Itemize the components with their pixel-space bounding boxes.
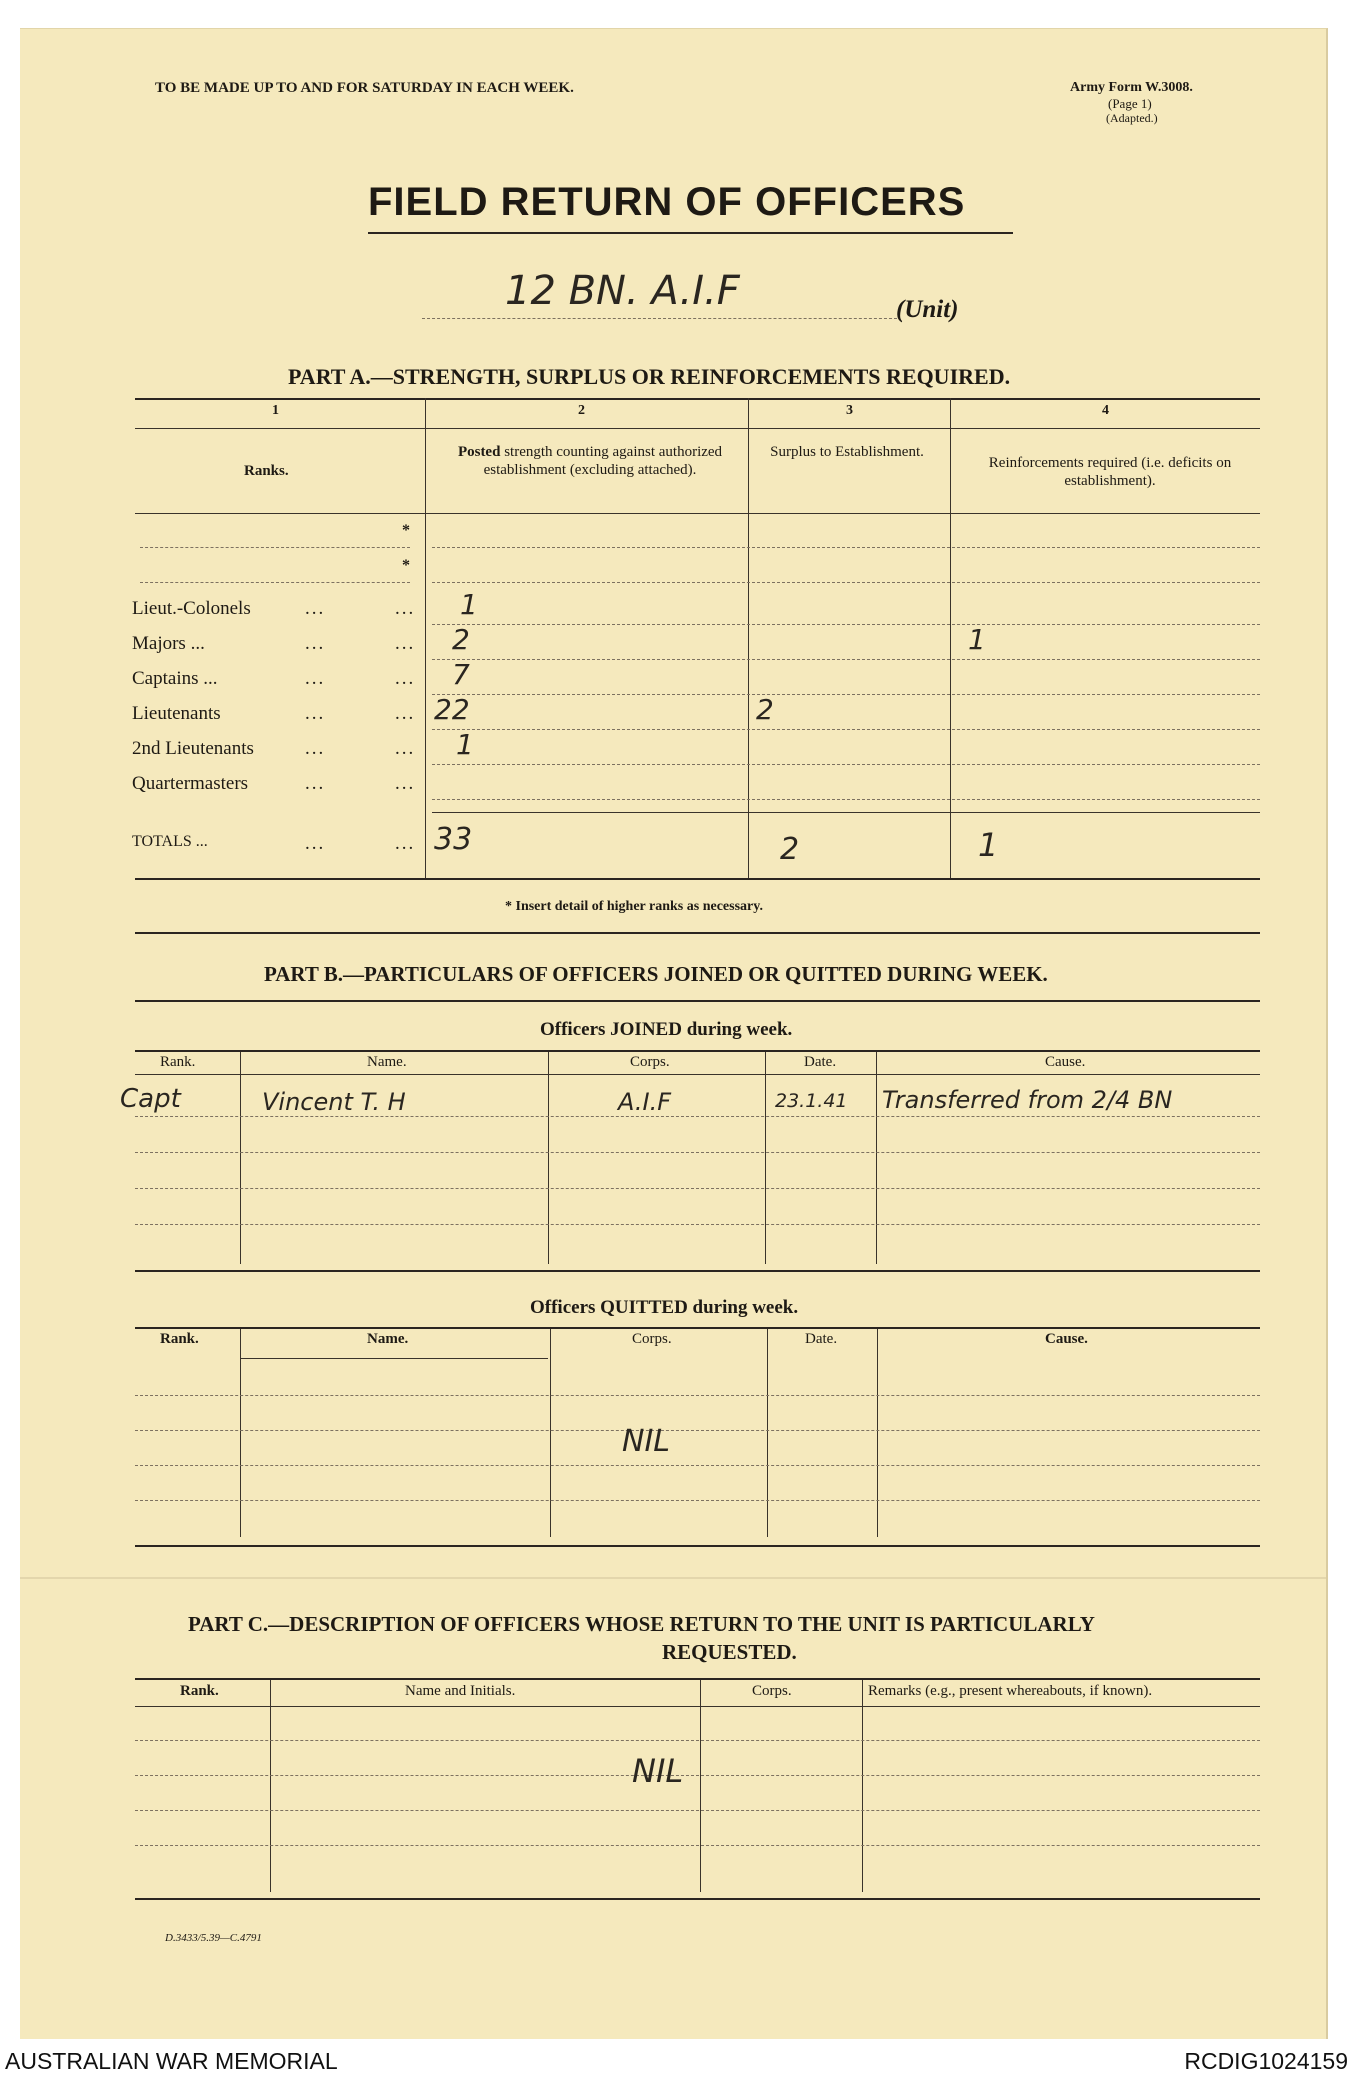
row-dots: ... <box>305 833 326 854</box>
part-b-top-rule <box>135 1000 1260 1002</box>
part-a-top-rule <box>135 398 1260 400</box>
posted-lieutenants: 22 <box>434 693 470 726</box>
col-number-rule <box>135 428 1260 429</box>
row-dots: ... <box>395 668 416 689</box>
part-c-header-rank: Rank. <box>180 1683 219 1699</box>
joined-date-1: 23.1.41 <box>775 1090 848 1112</box>
instruction-text: TO BE MADE UP TO AND FOR SATURDAY IN EACH WEEK. <box>155 80 574 96</box>
row-rule <box>432 764 1260 765</box>
quitted-row-rule <box>135 1465 1260 1466</box>
header-bottom-rule <box>135 513 1260 514</box>
row-dots: ... <box>395 738 416 759</box>
posted-lieut-colonels: 1 <box>460 588 478 621</box>
quitted-top-rule <box>135 1327 1260 1329</box>
joined-bottom-rule <box>135 1270 1260 1272</box>
totals-label: TOTALS ... <box>132 833 208 850</box>
row-rule <box>432 624 1260 625</box>
joined-vline-1 <box>240 1052 241 1264</box>
row-dots: ... <box>305 668 326 689</box>
quitted-bottom-rule <box>135 1545 1260 1547</box>
quitted-header-date: Date. <box>805 1331 838 1347</box>
row-rule <box>432 694 1260 695</box>
joined-vline-2 <box>548 1052 549 1264</box>
col-number-4: 4 <box>1102 403 1109 418</box>
star-row-2-dots <box>140 582 410 583</box>
quitted-header-corps: Corps. <box>632 1331 672 1347</box>
quitted-nil: NIL <box>622 1424 671 1459</box>
rank-lieutenants: Lieutenants <box>132 703 221 724</box>
part-a-vline-1 <box>425 398 426 878</box>
row-dots: ... <box>395 703 416 724</box>
joined-row-rule <box>135 1224 1260 1225</box>
part-c-bottom-rule <box>135 1898 1260 1900</box>
part-c-row-rule <box>135 1775 1260 1776</box>
row-dots: ... <box>395 833 416 854</box>
col-number-1: 1 <box>272 403 279 418</box>
row-dots: ... <box>395 773 416 794</box>
quitted-vline-1 <box>240 1329 241 1537</box>
rank-lieut-colonels: Lieut.-Colonels <box>132 598 251 619</box>
row-dots: ... <box>305 738 326 759</box>
part-c-title-1: PART C.—DESCRIPTION OF OFFICERS WHOSE RETURN TO THE UNIT IS PARTICULARLY <box>188 1612 1095 1636</box>
unit-value: 12 BN. A.I.F <box>505 268 740 314</box>
joined-name-1: Vincent T. H <box>262 1088 406 1116</box>
joined-row-rule <box>135 1152 1260 1153</box>
archive-footer-right: RCDIG1024159 <box>1184 2048 1348 2074</box>
quitted-row-rule <box>135 1430 1260 1431</box>
print-code: D.3433/5.39—C.4791 <box>165 1932 262 1944</box>
quitted-title: Officers QUITTED during week. <box>530 1297 799 1318</box>
posted-rest: strength counting against authorized establishment (excluding attached). <box>483 444 723 478</box>
unit-label: (Unit) <box>896 296 959 323</box>
reinf-majors: 1 <box>968 623 986 656</box>
part-a-title: PART A.—STRENGTH, SURPLUS OR REINFORCEMENTS REQUIRED. <box>288 364 1011 389</box>
star-2: * <box>402 557 410 574</box>
row-dots: ... <box>305 703 326 724</box>
row-rule <box>432 729 1260 730</box>
posted-captains: 7 <box>452 658 470 691</box>
part-c-header-corps: Corps. <box>752 1683 792 1699</box>
part-c-vline-1 <box>270 1680 271 1892</box>
col-reinf-header: Reinforcements required (i.e. deficits on establishment). <box>988 455 1232 489</box>
part-a-end-rule <box>135 932 1260 934</box>
posted-2nd-lieutenants: 1 <box>456 728 474 761</box>
star-row-1-dots <box>140 547 410 548</box>
joined-row-rule <box>135 1116 1260 1117</box>
form-title: FIELD RETURN OF OFFICERS <box>368 180 966 224</box>
form-adapted: (Adapted.) <box>1106 111 1158 125</box>
quitted-row-rule <box>135 1500 1260 1501</box>
joined-header-rank: Rank. <box>160 1054 196 1070</box>
posted-bold: Posted <box>457 444 501 460</box>
col-surplus-header: Surplus to Establishment. <box>770 444 924 460</box>
fold-line <box>20 1577 1326 1579</box>
totals-top-rule <box>432 812 1260 813</box>
star-row-2-cells <box>432 582 1260 583</box>
row-rule <box>432 659 1260 660</box>
unit-dotted-line <box>422 318 897 319</box>
joined-vline-4 <box>876 1052 877 1264</box>
rank-majors: Majors ... <box>132 633 205 654</box>
part-c-title-2: REQUESTED. <box>662 1640 797 1664</box>
quitted-name-rule <box>240 1358 548 1359</box>
row-dots: ... <box>305 773 326 794</box>
part-c-header-rule <box>135 1706 1260 1707</box>
title-underline <box>368 232 1013 234</box>
joined-cause-1: Transferred from 2/4 BN <box>882 1086 1173 1114</box>
quitted-row-rule <box>135 1395 1260 1396</box>
archive-footer-left: AUSTRALIAN WAR MEMORIAL <box>5 2048 338 2074</box>
joined-row-rule <box>135 1188 1260 1189</box>
rank-quartermasters: Quartermasters <box>132 773 249 794</box>
part-c-row-rule <box>135 1845 1260 1846</box>
col-number-3: 3 <box>846 403 853 418</box>
joined-header-cause: Cause. <box>1045 1054 1086 1070</box>
part-c-nil: NIL <box>632 1752 684 1790</box>
posted-majors: 2 <box>452 623 470 656</box>
joined-header-corps: Corps. <box>630 1054 670 1070</box>
part-c-vline-2 <box>700 1680 701 1892</box>
form-name: Army Form W.3008. <box>1070 80 1193 95</box>
quitted-header-name: Name. <box>367 1331 409 1347</box>
part-c-row-rule <box>135 1810 1260 1811</box>
row-dots: ... <box>305 598 326 619</box>
row-rule <box>432 799 1260 800</box>
part-a-vline-3 <box>950 398 951 878</box>
joined-vline-3 <box>765 1052 766 1264</box>
part-a-footnote: * Insert detail of higher ranks as necessary. <box>505 899 763 914</box>
part-a-bottom-rule <box>135 878 1260 880</box>
form-page: (Page 1) <box>1108 96 1152 111</box>
part-c-top-rule <box>135 1678 1260 1680</box>
part-c-vline-3 <box>862 1680 863 1892</box>
joined-top-rule <box>135 1050 1260 1052</box>
part-c-header-remarks: Remarks (e.g., present whereabouts, if known). <box>868 1683 1153 1699</box>
quitted-vline-4 <box>877 1329 878 1537</box>
row-dots: ... <box>395 598 416 619</box>
quitted-vline-2 <box>550 1329 551 1537</box>
joined-corps-1: A.I.F <box>618 1088 672 1116</box>
surplus-lieutenants: 2 <box>756 693 774 726</box>
part-a-vline-2 <box>748 398 749 878</box>
quitted-header-cause: Cause. <box>1045 1331 1088 1347</box>
rank-2nd-lieutenants: 2nd Lieutenants <box>132 738 254 759</box>
totals-reinf: 1 <box>978 826 999 864</box>
totals-posted: 33 <box>434 822 473 857</box>
star-row-1-cells <box>432 547 1260 548</box>
col-ranks-header: Ranks. <box>244 463 289 479</box>
star-1: * <box>402 522 410 539</box>
joined-title: Officers JOINED during week. <box>540 1019 793 1040</box>
row-dots: ... <box>305 633 326 654</box>
joined-header-rule <box>135 1074 1260 1075</box>
joined-header-date: Date. <box>804 1054 837 1070</box>
part-b-title: PART B.—PARTICULARS OF OFFICERS JOINED OR QUITTED DURING WEEK. <box>264 962 1048 986</box>
joined-rank-1: Capt <box>120 1084 181 1114</box>
col-posted-header <box>440 443 740 479</box>
joined-header-name: Name. <box>367 1054 407 1070</box>
totals-surplus: 2 <box>780 832 800 867</box>
quitted-header-rank: Rank. <box>160 1331 199 1347</box>
row-dots: ... <box>395 633 416 654</box>
part-c-header-name: Name and Initials. <box>405 1683 516 1699</box>
col-number-2: 2 <box>578 403 585 418</box>
part-c-row-rule <box>135 1740 1260 1741</box>
quitted-vline-3 <box>767 1329 768 1537</box>
rank-captains: Captains ... <box>132 668 218 689</box>
